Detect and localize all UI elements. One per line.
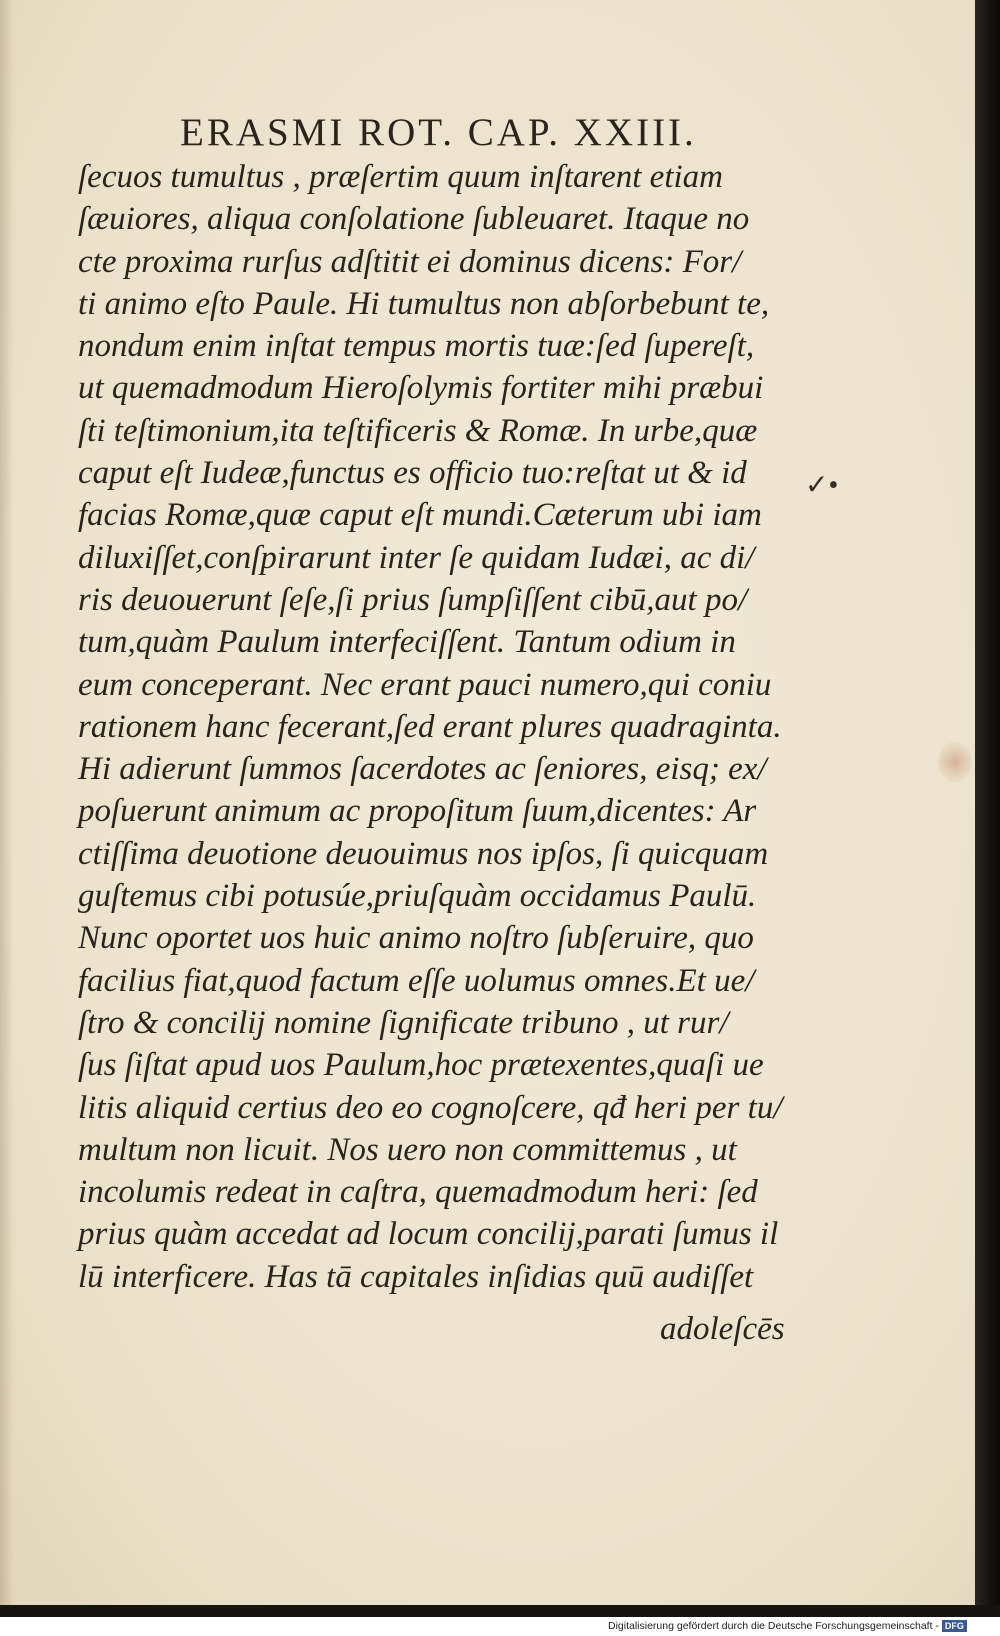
text-line: rationem hanc fecerant,ſed erant plures quadraginta. xyxy=(78,708,782,745)
text-line: ſecuos tumultus , præſertim quum inſtarent etiam xyxy=(78,159,723,195)
page-gutter-shadow xyxy=(0,0,14,1608)
text-line: ris deuouerunt ſeſe,ſi prius ſumpſiſſent cibū,aut po/ xyxy=(78,581,748,618)
text-line: diluxiſſet,conſpirarunt inter ſe quidam Iudæi, ac di/ xyxy=(78,539,755,576)
text-line: ſti teſtimonium,ita teſtificeris & Romæ. In urbe,quæ xyxy=(78,412,758,449)
text-line: guſtemus cibi potusúe,priuſquàm occidamus Paulū. xyxy=(78,878,757,915)
text-line: cte proxima rurſus adſtitit ei dominus dicens: For/ xyxy=(78,243,742,280)
text-line: ti animo eſto Paule. Hi tumultus non abſorbebunt te, xyxy=(78,285,770,322)
text-line: ctiſſima deuotione deuouimus nos ipſos, ſi quicquam xyxy=(78,835,769,872)
scan-edge-bottom xyxy=(0,1605,1000,1617)
running-head: ERASMI ROT. CAP. XXIII. xyxy=(180,111,697,154)
text-line: multum non licuit. Nos uero non committemus , ut xyxy=(78,1131,737,1168)
text-line: ſæuiores, aliqua conſolatione ſubleuaret. Itaque no xyxy=(78,201,750,238)
text-line: Hi adierunt ſummos ſacerdotes ac ſeniores, eisq; ex/ xyxy=(78,751,767,788)
scan-edge-right xyxy=(975,0,1000,1608)
text-line: tum,quàm Paulum interfeciſſent. Tantum odium in xyxy=(78,624,736,661)
digitization-footer xyxy=(608,1618,1000,1634)
text-line: ſus ſiſtat apud uos Paulum,hoc prætexentes,quaſi ue xyxy=(78,1047,764,1084)
text-line: Nunc oportet uos huic animo noſtro ſubſeruire, quo xyxy=(78,920,754,957)
text-line: poſuerunt animum ac propoſitum ſuum,dicentes: Ar xyxy=(78,793,757,830)
text-line: litis aliquid certius deo eo cognoſcere, qđ heri per tu/ xyxy=(78,1089,783,1126)
text-line: facias Romæ,quæ caput eſt mundi.Cæterum ubi iam xyxy=(78,497,762,534)
text-line: prius quàm accedat ad locum concilij,parati ſumus il xyxy=(78,1216,779,1253)
text-line: incolumis redeat in caſtra, quemadmodum heri: ſed xyxy=(78,1174,758,1211)
paper-stain xyxy=(938,742,972,782)
footer-text: Digitalisierung gefördert durch die Deutsche Forschungsgemeinschaft - xyxy=(608,1620,939,1632)
text-line: ut quemadmodum Hieroſolymis fortiter mihi præbui xyxy=(78,370,764,407)
text-line: facilius fiat,quod factum eſſe uolumus omnes.Et ue/ xyxy=(78,962,755,999)
margin-mark: ✓• xyxy=(805,470,839,501)
text-line: ſtro & concilij nomine ſignificate tribuno , ut rur/ xyxy=(78,1004,729,1041)
body-text xyxy=(78,156,798,1298)
text-line: nondum enim inſtat tempus mortis tuæ:ſed ſupereſt, xyxy=(78,328,755,365)
text-line: eum conceperant. Nec erant pauci numero,qui coniu xyxy=(78,666,772,703)
text-line: lū interficere. Has tā capitales inſidias quū audiſſet xyxy=(78,1258,754,1295)
catchword: adoleſcēs xyxy=(660,1311,785,1347)
text-line: caput eſt Iudeæ,functus es officio tuo:reſtat ut & id xyxy=(78,455,747,492)
dfg-logo-icon: DFG xyxy=(942,1620,967,1632)
